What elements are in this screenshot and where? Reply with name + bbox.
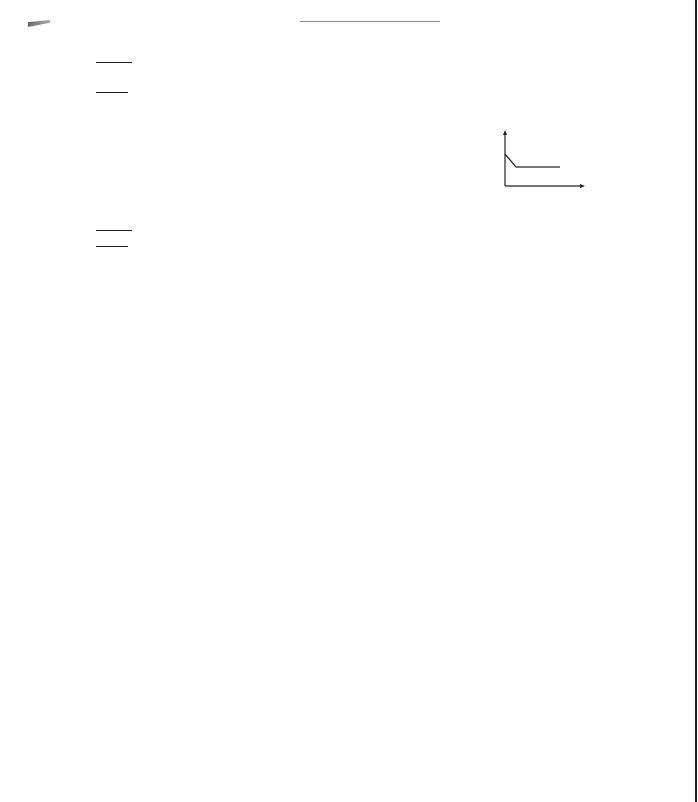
answer-blank[interactable] bbox=[96, 92, 128, 93]
answer-blank[interactable] bbox=[96, 230, 132, 231]
scan-corner-mark bbox=[28, 20, 50, 27]
figure-25 bbox=[500, 130, 620, 210]
q25-sub1 bbox=[96, 221, 132, 235]
header-rule bbox=[300, 21, 440, 22]
q24-sub1 bbox=[96, 53, 132, 67]
answer-blank[interactable] bbox=[96, 246, 128, 247]
q24-sub2-cont bbox=[96, 83, 128, 97]
answer-blank[interactable] bbox=[96, 62, 132, 63]
page-edge bbox=[695, 0, 697, 802]
mass-line-chart bbox=[500, 130, 620, 200]
q25-sub2 bbox=[96, 237, 128, 256]
